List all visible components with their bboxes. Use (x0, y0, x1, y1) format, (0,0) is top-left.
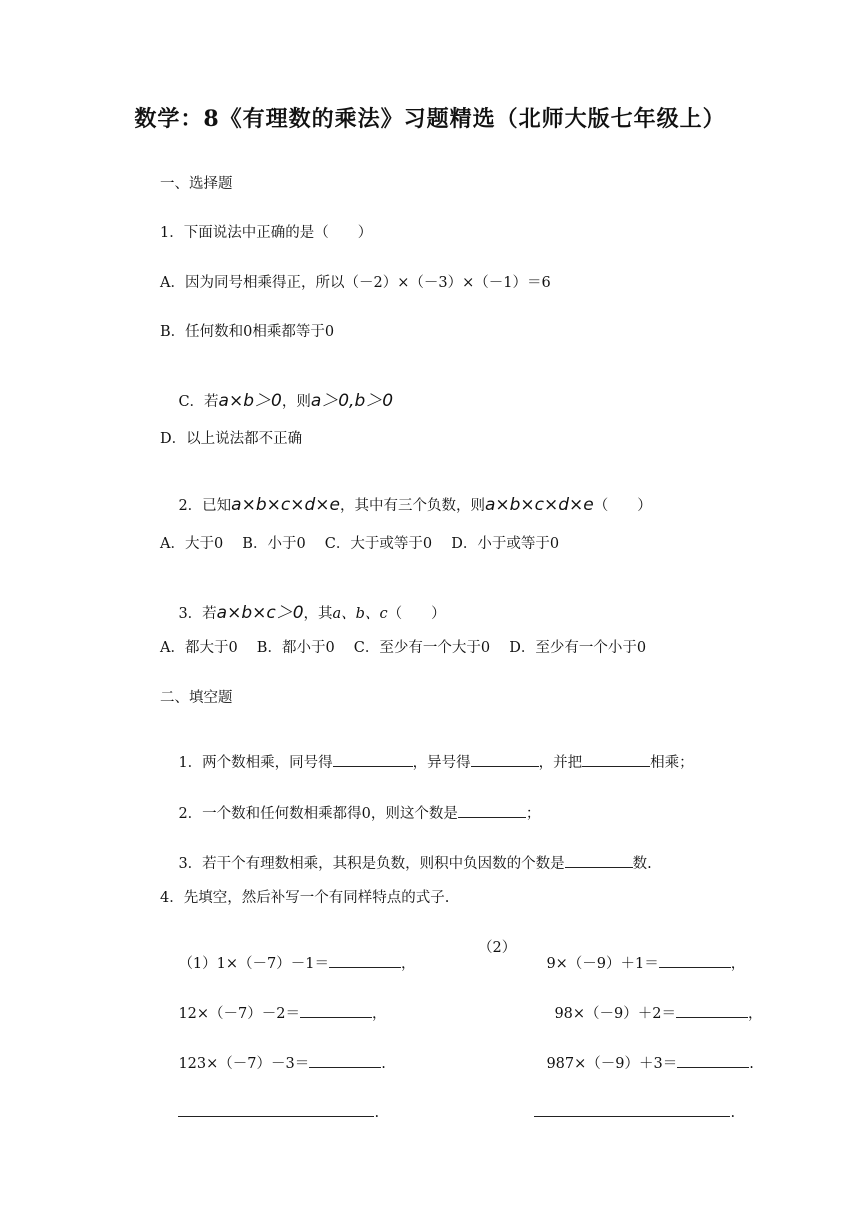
fill-q3-part2: 数. (632, 856, 652, 872)
page-title: 数学：8《有理数的乘法》习题精选（北师大版七年级上） (134, 106, 726, 132)
fill-q4-left-row-2 (160, 986, 387, 1039)
fill-q2-part1: 2．一个数和任何数相乘都得0，则这个数是 (178, 806, 458, 822)
fill-q4-right-blank-3[interactable] (677, 1053, 749, 1068)
fill-q1-part3: ，并把 (538, 755, 583, 771)
fill-q3 (160, 836, 652, 889)
fill-q2-part2: ； (525, 806, 541, 822)
q1-option-c (160, 370, 393, 427)
q3-options: A．都大于0 B．都小于0 C．至少有一个大于0 D．至少有一个小于0 (160, 640, 647, 656)
fill-q1-blank-1[interactable] (333, 752, 413, 767)
section-fill-heading: 二、填空题 (160, 690, 233, 706)
fill-q4-left-expr-2: 12×（－7）－2＝ (178, 1006, 300, 1022)
fill-q2 (160, 786, 540, 839)
fill-q4-right-end-3: . (749, 1056, 754, 1072)
fill-q4-right-end-1: ， (730, 956, 746, 972)
fill-q1-blank-3[interactable] (582, 752, 650, 767)
fill-q4-left-extra-end: . (374, 1105, 380, 1121)
fill-q4-left-end-3: . (381, 1056, 386, 1072)
q1-option-a: A．因为同号相乘得正，所以（－2）×（－3）×（－1）＝6 (160, 275, 551, 291)
q2-expression-1: a×b×c×d×e (231, 495, 340, 515)
q2-options: A．大于0 B．小于0 C．大于或等于0 D．小于或等于0 (160, 536, 560, 552)
fill-q4-left-blank-3[interactable] (309, 1053, 381, 1068)
fill-q2-blank[interactable] (458, 803, 526, 818)
fill-q4-stem: 4．先填空，然后补写一个有同样特点的式子. (160, 890, 450, 906)
fill-q4-left-extra-blank[interactable] (178, 1102, 374, 1117)
fill-q3-blank[interactable] (565, 853, 633, 868)
fill-q4-left-expr-1: （1）1×（－7）－1＝ (178, 956, 329, 972)
q3-prefix: 3．若 (178, 606, 217, 622)
fill-q4-right-blank-1[interactable] (659, 953, 731, 968)
fill-q4-right-expr-3: 987×（－9）＋3＝ (546, 1056, 678, 1072)
fill-q3-part1: 3．若干个有理数相乘，其积是负数，则积中负因数的个数是 (178, 856, 565, 872)
q2-stem (160, 478, 652, 531)
q3-suffix: （ ） (387, 606, 446, 622)
fill-q1-part2: ，异号得 (412, 755, 471, 771)
q3-expression: a×b×c＞0 (216, 603, 304, 623)
q1-stem: 1．下面说法中正确的是（ ） (160, 225, 373, 241)
q2-prefix: 2．已知 (178, 498, 232, 514)
q3-mid: ，其 (303, 606, 333, 622)
fill-q4-right-extra-blank[interactable] (534, 1102, 730, 1117)
fill-q1-part4: 相乘； (650, 755, 694, 771)
fill-q4-right-expr-2: 98×（－9）＋2＝ (554, 1006, 676, 1022)
fill-q4-right-extra-end: . (730, 1105, 736, 1121)
section-choice-heading: 一、选择题 (160, 176, 233, 192)
q1-option-d: D．以上说法都不正确 (160, 431, 303, 447)
q3-vars: a、b、c (332, 606, 388, 622)
q1-c-mid: ，则 (281, 394, 311, 410)
fill-q4-right-row-2 (536, 986, 763, 1039)
q1-c-expression-2: a＞0,b＞0 (310, 391, 394, 411)
fill-q4-left-row-3 (160, 1036, 386, 1089)
fill-q4-right-extra (516, 1086, 735, 1137)
fill-q4-left-extra (160, 1086, 379, 1137)
fill-q4-right-expr-1: 9×（－9）＋1＝ (546, 956, 659, 972)
fill-q1 (160, 735, 694, 788)
fill-q1-blank-2[interactable] (471, 752, 539, 767)
fill-q4-right-blank-2[interactable] (676, 1003, 748, 1018)
fill-q4-right-end-2: ， (748, 1006, 763, 1022)
q2-mid: ，其中有三个负数，则 (339, 498, 485, 514)
fill-q1-part1: 1．两个数相乘，同号得 (178, 755, 333, 771)
q1-c-expression-1: a×b＞0 (218, 391, 282, 411)
q3-stem (160, 582, 446, 639)
q1-c-prefix: C．若 (178, 394, 219, 410)
fill-q4-left-end-1: ， (401, 956, 416, 972)
fill-q4-right-row-1 (528, 936, 745, 989)
fill-q4-right-label: （2） (478, 940, 517, 956)
fill-q4-right-row-3 (528, 1036, 754, 1089)
fill-q4-left-expr-3: 123×（－7）－3＝ (178, 1056, 310, 1072)
q1-option-b: B．任何数和0相乘都等于0 (160, 324, 335, 340)
fill-q4-left-blank-2[interactable] (300, 1003, 372, 1018)
q2-suffix: （ ） (593, 498, 652, 514)
fill-q4-left-row-1 (160, 936, 416, 989)
fill-q4-left-end-2: ， (372, 1006, 387, 1022)
fill-q4-left-blank-1[interactable] (329, 953, 401, 968)
q2-expression-2: a×b×c×d×e (484, 495, 594, 515)
